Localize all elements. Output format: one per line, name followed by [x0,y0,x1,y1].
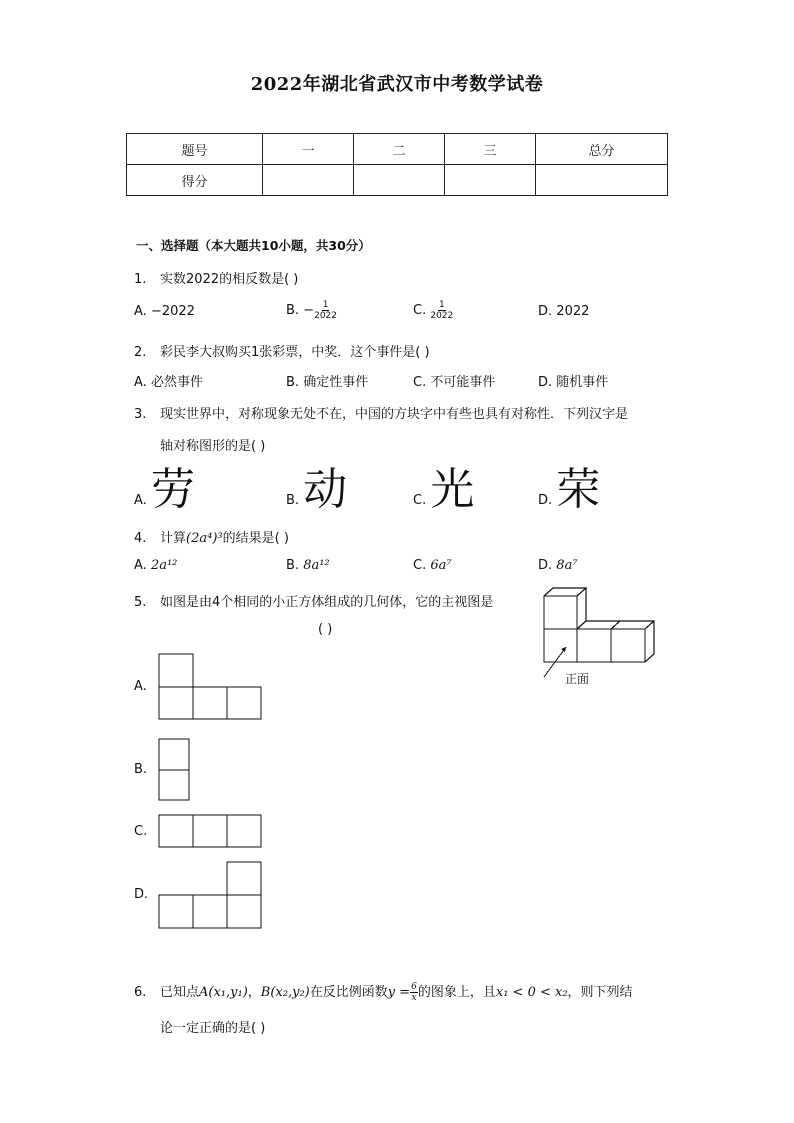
question-text: 已知点 [160,985,200,1000]
option-label: B. [286,303,300,318]
score-cell[interactable] [445,165,536,196]
score-header-cell: 三 [445,134,536,165]
q2-option-b[interactable] [286,371,368,390]
question-text: 计算 [160,531,187,546]
score-table-header-row [127,134,668,165]
fraction-denominator: 2022 [314,311,338,321]
q1-option-d[interactable] [538,304,589,319]
q5-option-d-figure[interactable] [158,861,264,930]
cube-top [544,588,586,596]
math-function: y = [387,985,411,1000]
fraction [314,300,337,321]
question-text: ， [247,985,261,1000]
math-condition: x₁ < 0 < x₂ [495,985,568,1000]
option-label: A. [134,375,147,390]
fraction-denominator: 2022 [430,311,454,321]
score-table-score-row [127,165,668,196]
question-text: 如图是由4个相同的小正方体组成的几何体，它的主视图是 [160,595,494,610]
cube-edge [645,621,654,629]
question-3 [134,403,628,422]
score-header-cell: 总分 [536,134,668,165]
fraction-numerator: 1 [438,300,445,310]
option-character: 荣 [556,464,601,515]
option-label: C. [413,303,427,318]
q1-option-b[interactable] [286,300,337,321]
cube-face [611,629,645,662]
q5-option-c-label[interactable]: C. [134,824,148,839]
score-header-cell: 二 [354,134,445,165]
math-expression: (2a⁴)³ [186,531,223,546]
fraction-denominator: x [411,993,417,1003]
cube-figure [536,585,666,690]
option-label: C. [413,375,427,390]
q3-option-d[interactable] [538,464,601,515]
question-number: 4. [134,531,147,546]
fraction-numerator: 1 [322,300,329,310]
option-value: 2022 [556,304,590,319]
q2-option-a[interactable] [134,371,203,390]
q2-option-c[interactable] [413,371,495,390]
option-value: −2022 [150,304,195,319]
q5-option-a-figure[interactable] [158,653,264,721]
score-cell[interactable] [263,165,354,196]
option-value: 确定性事件 [303,375,369,390]
q4-option-a[interactable] [134,558,177,573]
q3-option-b[interactable] [286,464,348,515]
question-number: 2. [134,345,147,360]
cube-face [577,629,611,662]
option-value: 8a¹² [303,558,330,573]
question-number: 3. [134,407,147,422]
math-point: A(x₁,y₁) [199,985,248,1000]
section-heading: 一、选择题（本大题共10小题，共30分） [136,238,371,253]
option-label: B. [286,558,300,573]
option-label: C. [413,493,427,508]
q1-option-c[interactable] [413,300,453,321]
q5-option-a-label[interactable]: A. [134,679,147,694]
q4-option-d[interactable] [538,558,578,573]
option-label: D. [538,493,553,508]
q2-option-d[interactable] [538,371,608,390]
question-5 [134,591,493,610]
score-row-label: 得分 [127,165,263,196]
question-1 [134,268,298,287]
score-cell[interactable] [354,165,445,196]
question-number: 6. [134,985,147,1000]
question-3-line2: 轴对称图形的是( ) [160,439,266,454]
question-text: 的结果是( ) [222,531,289,546]
option-label: D. [538,304,553,319]
question-6-line2: 论一定正确的是( ) [160,1021,266,1036]
option-value: 必然事件 [150,375,203,390]
fraction [410,982,418,1003]
exam-title: 2022年湖北省武汉市中考数学试卷 [250,74,544,95]
question-text: 在反比例函数 [309,985,388,1000]
question-text: 彩民李大叔购买1张彩票，中奖．这个事件是( ) [160,345,430,360]
option-label: A. [134,304,147,319]
option-character: 光 [430,464,475,515]
score-header-cell: 一 [263,134,354,165]
option-label: C. [413,558,427,573]
q3-option-c[interactable] [413,464,475,515]
cube-edge [577,621,586,629]
option-label: B. [286,493,300,508]
question-text: ，则下列结 [567,985,633,1000]
question-text: 现实世界中，对称现象无处不在，中国的方块字中有些也具有对称性．下列汉字是 [160,407,629,422]
q1-option-a[interactable] [134,304,195,319]
q3-option-a[interactable] [134,464,195,515]
option-label: A. [134,493,147,508]
option-value: 随机事件 [556,375,609,390]
score-cell[interactable] [536,165,668,196]
option-sign: − [303,303,315,318]
option-label: A. [134,558,147,573]
option-value: 2a¹² [150,558,178,573]
fraction [430,300,453,321]
front-label: 正面 [565,672,590,686]
option-character: 劳 [150,464,195,515]
question-2 [134,341,430,360]
q4-option-b[interactable] [286,558,330,573]
cube-edge [611,621,620,629]
option-value: 8a⁷ [556,558,578,573]
question-number: 5. [134,595,147,610]
q4-option-c[interactable] [413,558,452,573]
option-label: D. [538,375,553,390]
q5-option-b-label[interactable]: B. [134,762,148,777]
score-header-cell: 题号 [127,134,263,165]
question-4 [134,527,289,546]
cube-top-edge [586,621,654,662]
question-text: 的图象上，且 [417,985,496,1000]
option-value: 6a⁷ [430,558,452,573]
question-number: 1. [134,272,147,287]
q5-option-b-figure[interactable] [158,738,192,803]
question-5-paren: ( ) [318,622,333,637]
option-label: D. [538,558,553,573]
cube-face [544,629,577,662]
math-point: B(x₂,y₂) [260,985,310,1000]
cube-face [544,596,577,629]
score-table [126,133,668,196]
q5-option-d-label[interactable]: D. [134,887,149,902]
q5-option-c-figure[interactable] [158,814,264,850]
option-character: 动 [303,464,348,515]
question-text: 实数2022的相反数是( ) [160,272,299,287]
question-6 [134,981,633,1003]
fraction-numerator: 6 [411,982,417,992]
option-label: B. [286,375,300,390]
option-value: 不可能事件 [430,375,496,390]
